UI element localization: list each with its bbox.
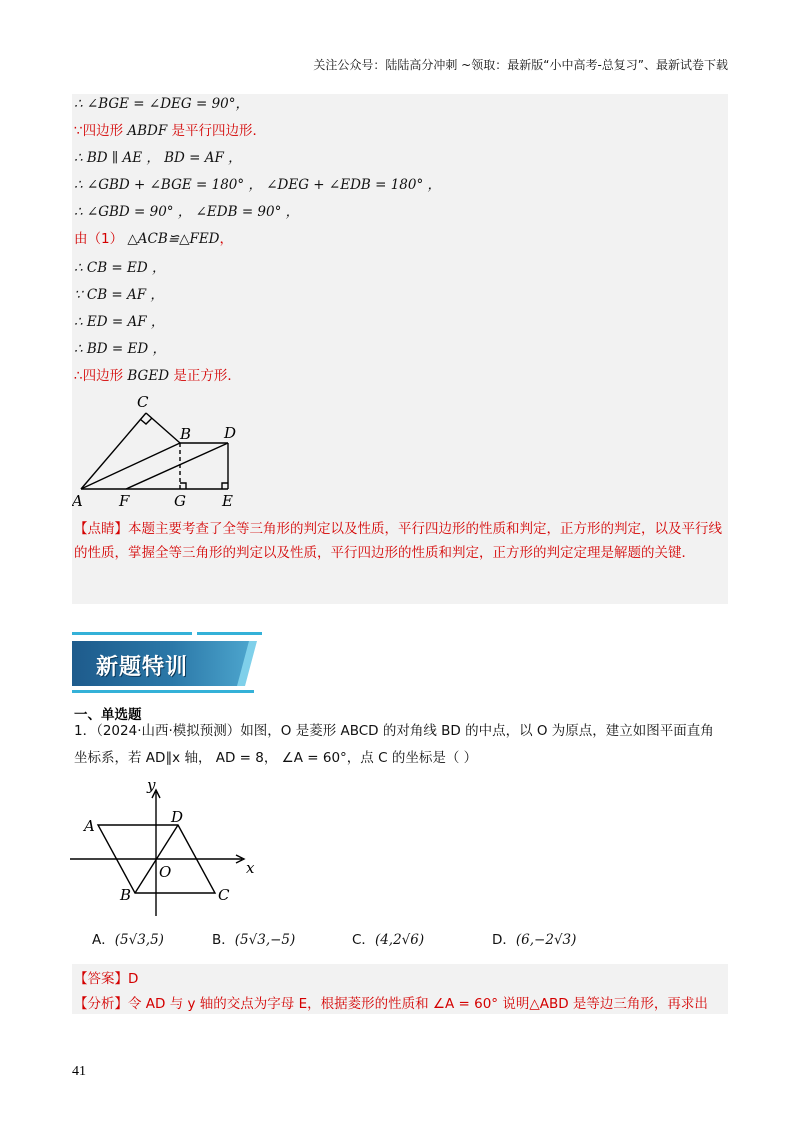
analysis-text: 【分析】令 AD 与 y 轴的交点为字母 E，根据菱形的性质和 ∠A = 60° 说明△ABD 是等边三角形，再求出 [74,996,708,1012]
option-a[interactable]: A．(5√3,5) [92,932,164,948]
label-o: O [159,863,172,881]
question-line-1: 1．（2024·山西·模拟预测）如图，O 是菱形 ABCD 的对角线 BD 的中点，以 O 为原点，建立如图平面直角 [74,723,714,739]
section-banner [72,632,262,694]
proof-line-5: ∴ ∠GBD = 90° ， ∠EDB = 90° ， [74,204,300,220]
proof-line-8: ∵ CB = AF ， [74,287,164,303]
label-b2: B [120,886,132,904]
proof-line-2: ∵四边形 ABDF 是平行四边形． [74,123,267,139]
option-d[interactable]: D．(6,−2√3) [492,932,577,948]
label-d2: D [171,808,184,826]
proof-line-4: ∴ ∠GBD + ∠BGE = 180° ， ∠DEG + ∠EDB = 180° ， [74,177,442,193]
page-number: 41 [72,1064,86,1079]
comment-note: 【点睛】本题主要考查了全等三角形的判定以及性质，平行四边形的性质和判定，正方形的判定，以及平行线的性质，掌握全等三角形的判定以及性质，平行四边形的性质和判定，正方形的判定定理是解题的关键． [74,521,722,561]
label-a: A [72,492,83,510]
proof-line-3: ∴ BD ∥ AE ， BD = AF ， [74,150,242,166]
label-c: C [137,393,149,411]
option-c[interactable]: C．(4,2√6) [352,932,425,948]
proof-line-10: ∴ BD = ED ， [74,341,166,357]
proof-line-1: ∴ ∠BGE = ∠DEG = 90°， [74,96,249,112]
banner-title: 新题特训 [96,655,189,680]
geometry-figure-1 [72,393,252,513]
label-b: B [180,425,192,443]
label-c2: C [218,886,230,904]
label-g: G [174,492,186,510]
label-d: D [224,424,237,442]
label-e: E [222,492,233,510]
proof-line-6: 由（1） △ACB≌△FED， [74,231,234,247]
label-a2: A [84,817,95,835]
axis-x-label: x [246,859,255,877]
axis-y-label: y [147,778,156,794]
label-f: F [119,492,130,510]
answer-label: 【答案】D [74,971,139,987]
proof-line-9: ∴ ED = AF ， [74,314,165,330]
proof-line-7: ∴ CB = ED ， [74,260,166,276]
option-b[interactable]: B．(5√3,−5) [212,932,296,948]
rhombus-figure [70,778,260,918]
page-header: 关注公众号：陆陆高分冲刺 ~领取：最新版“小中高考-总复习”、最新试卷下载 [313,58,728,72]
proof-line-11: ∴四边形 BGED 是正方形． [74,368,241,384]
question-line-2: 坐标系，若 AD∥x 轴， AD = 8， ∠A = 60°，点 C 的坐标是（ ） [74,750,478,766]
section-title: 一、单选题 [74,707,142,723]
